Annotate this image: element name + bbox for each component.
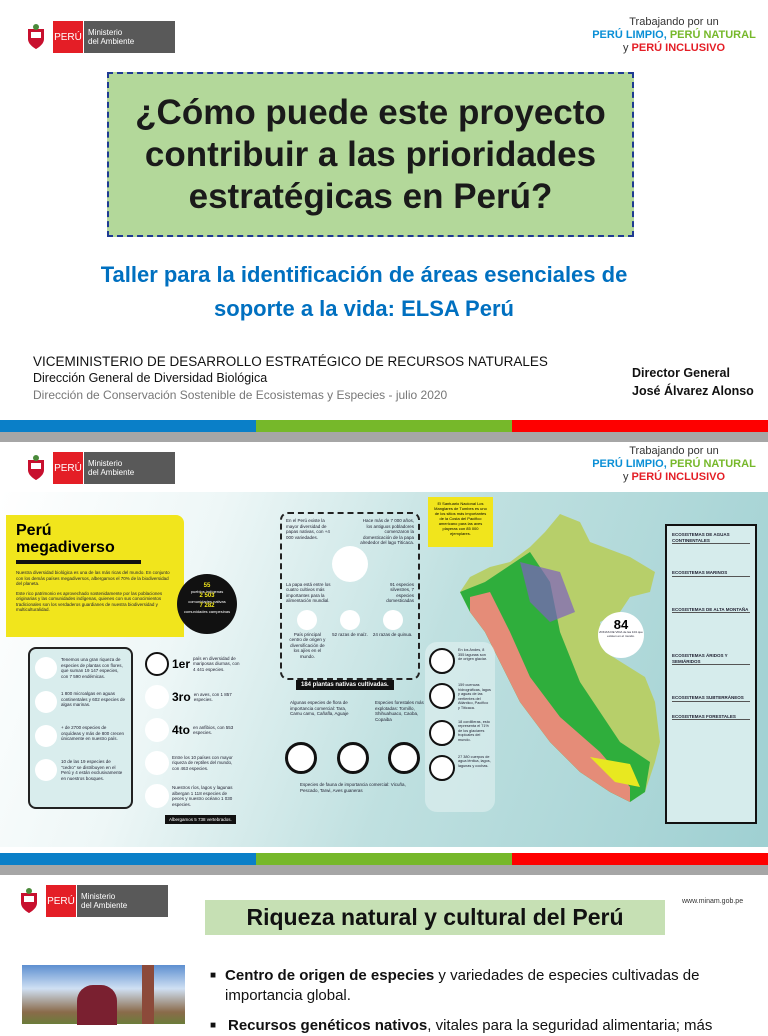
- llama-icon: [337, 742, 369, 774]
- color-bar: [0, 420, 768, 432]
- life-zones-circle: 84 ZONAS DE VIDA de las 104 que existen en el mundo.: [598, 612, 644, 658]
- megadiverso-box: Perú megadiverso Nuestra diversidad biológica es una de las más ricas del mundo. En conjunto con los demás países megadiversos, albergamos el 70% de la biodiversidad del planeta. Este rico patrimonio es aprovechado sostenidamente por las poblaciones originarias y las comunidades indígenas, quienes con sus conocimientos tradicionales son los verdaderos guardianes de nuestra biodiversidad y multiculturalidad.: [6, 515, 184, 637]
- list-item: ■ Recursos genéticos nativos, vitales para la seguridad alimentaria; más: [210, 1017, 713, 1034]
- algae-icon: [35, 691, 57, 713]
- water-panel: En los Andes, 8 355 lagunas son de origen glaciar. 159 cuencas hidrográficas, lagos y aguas de las vertientes del Atlántico, Pacífico y Titicaca. 18 cordilleras, esto representa el 71% de los glaciares tropicales del mundo. 27 380 cuerpos de agua léntica, lagos, lagunas y cochas.: [425, 642, 495, 812]
- corn-icon: [340, 610, 360, 630]
- coat-of-arms-icon: [25, 454, 47, 482]
- potato-box: En el Perú existe la mayor diversidad de papas nativas, con +4 000 variedades. Hace más de 7 000 años, los antiguos pobladores comenzaron la domesticación de la papa alrededor del lago Titicaca. La papa está entre los cuatro cultivos más importantes para la alimentación mundial. 91 especies silvestres, 7 especies domesticadas País principal centro de origen y diversificación de los ajíes en el mundo. 52 razas de maíz. 24 razas de quinua.: [280, 512, 420, 680]
- chili-icon: [297, 610, 317, 630]
- indigenous-circle: 55 pueblos indígenas 2 503 comunidades nativas 7 282 comunidades campesinas: [177, 574, 237, 634]
- slide-divider: [0, 865, 768, 875]
- wetland-icon: [429, 755, 455, 781]
- color-bar: [0, 853, 768, 865]
- flora-box: Tenemos una gran riqueza de especies de plantas con flores, que suman 19 147 especies, con 7 590 endémicas. 1 800 microalgas en aguas continentales y 602 especies de algas marinas. + de 2700 especies de orquídeas y más de 800 crecen únicamente en nuestro país. 10 de las 19 especies de "cedro" se distribuyen en el Perú y 4 están exclusivamente en nuestros bosques.: [28, 647, 133, 809]
- slogan: Trabajando por un PERÚ LIMPIO, PERÚ NATURAL y PERÚ INCLUSIVO: [592, 445, 756, 483]
- ecosystems-scroll: ECOSISTEMAS DE AGUAS CONTINENTALES ECOSISTEMAS MARINOS ECOSISTEMAS DE ALTA MONTAÑA ECOSISTEMAS ÁRIDOS Y SEMIÁRIDOS ECOSISTEMAS SUBTERRÁNEOS ECOSISTEMAS FORESTALES: [665, 524, 757, 824]
- quinoa-farmer-photo: [22, 965, 185, 1024]
- organization-block: VICEMINISTERIO DE DESARROLLO ESTRATÉGICO DE RECURSOS NATURALES Dirección General de Diversidad Biológica Dirección de Conservación Sostenible de Ecosistemas y Especies - julio 2020: [33, 354, 548, 402]
- native-plants-label: 184 plantas nativas cultivadas.: [296, 680, 394, 690]
- director-block: Director General José Álvarez Alonso: [632, 366, 754, 398]
- ministry-logo: PERÚ Ministerio del Ambiente: [25, 21, 175, 53]
- coat-of-arms-icon: [18, 887, 40, 915]
- guinea-pig-icon: [285, 742, 317, 774]
- slide-divider: [0, 432, 768, 442]
- quinoa-icon: [383, 610, 403, 630]
- subtitle: Taller para la identificación de áreas esenciales de soporte a la vida: ELSA Perú: [100, 262, 628, 321]
- orchid-icon: [35, 725, 57, 747]
- bullet-list: [210, 966, 730, 1036]
- website-link: www.minam.gob.pe: [682, 898, 744, 905]
- mountain-icon: [429, 720, 455, 746]
- turtle-icon: [145, 751, 169, 775]
- wood-icon: [388, 742, 420, 774]
- coat-of-arms-icon: [25, 23, 47, 51]
- infographic: Perú megadiverso Nuestra diversidad biológica es una de las más ricas del mundo. En conjunto con los demás países megadiversos, albergamos el 70% de la biodiversidad del planeta. Este rico patrimonio es aprovechado sostenidamente por las poblaciones originarias y las comunidades indígenas, quienes con sus conocimientos tradicionales son los verdaderos guardianes de nuestra biodiversidad y multiculturalidad. 55 pueblos indígenas 2 503 comunidades nativas 7 282 comunidades campesinas Tenemos una gran riqueza de especies de plantas con flores, que suman 19 147 especies, con 7 590 endémicas. 1 800 microalgas en aguas continentales y 602 especies de algas marinas. + de 2700 especies de orquídeas y más de 800 crecen únicamente en nuestro país. 10 de las 19 especies de "cedro" se distribuyen en el Perú y 4 están exclusivamente en nuestros bosques. 1er país en diversidad de mariposas diurnas, con 4 441 especies. 3ro en aves, con 1 857 especies. 4to en anfibios, con 553 especies. Entre los 10 países con mayor riqueza de reptiles del mundo, con 463 especies. Nuestros ríos, lagos y lagunas albergan 1 118 especies de peces y nuestro océano 1 030 especies. Albergamos 5 738 vertebrados. En el Perú existe la mayor diversidad de papas nativas, con +4 000 variedades. Hace más de 7 000 años, los antiguos pobladores comenzaron la domesticación de la papa alrededor del lago Titicaca. La papa está entre los cuatro cultivos más importantes para la alimentación mundial. 91 especies silvestres, 7 especies domesticadas País principal centro de origen y diversificación de los ajíes en el mundo. 52 razas de maíz. 24 razas de quinua. 184 plantas nativas cultivadas. Algunas especies de flora de importancia comercial: Tara, Camu camu, Cañafla, Aguaje Especies forestales más explotadas: Tornillo, Shihuahuaco, Caoba, Copaiba Especies de fauna de importancia comercial: Vicuña, Pescado, Tarwi, Aves guaneras El Santuario Nacional Los Manglares de Tumbes es uno de los sitios más importantes de la Costa del Pacífico americano para las aves playeras con 85 000 ejemplares. En los Andes, 8 355 lagunas son de origen glaciar. 159 cuencas hidrográficas, lagos y aguas de las vertientes del Atlántico, Pacífico y Titicaca. 18 cordilleras, esto representa el 71% de los glaciares tropicales del mundo. 27 380 cuerpos de agua léntica, lagos, lagunas y cochas. 84 ZONAS DE VIDA de las 104 que existen en el mundo. ECOSISTEMAS DE AGUAS CONTINENTALES ECOSISTEMAS MARINOS ECOSISTEMAS DE ALTA MONTAÑA ECOSISTEMAS ÁRIDOS Y SEMIÁRIDOS ECOSISTEMAS SUBTERRÁNEOS ECOSISTEMAS FORESTALES: [0, 492, 768, 847]
- fauna-list: 1er país en diversidad de mariposas diurnas, con 4 441 especies. 3ro en aves, con 1 857 especies. 4to en anfibios, con 553 especies. Entre los 10 países con mayor riqueza de reptiles del mundo, con 463 especies. Nuestros ríos, lagos y lagunas albergan 1 118 especies de peces y nuestro océano 1 030 especies. Albergamos 5 738 vertebrados.: [145, 652, 240, 826]
- potato-icon: [332, 546, 368, 582]
- slide-title: Riqueza natural y cultural del Perú: [205, 900, 665, 935]
- butterfly-icon: [145, 652, 169, 676]
- jaguar-icon: [145, 718, 169, 742]
- list-item: ■ Centro de origen de especies y variedades de especies cultivadas de importancia global.: [210, 967, 700, 1004]
- slogan: Trabajando por un PERÚ LIMPIO, PERÚ NATURAL y PERÚ INCLUSIVO: [592, 16, 756, 54]
- manglares-note: El Santuario Nacional Los Manglares de Tumbes es uno de los sitios más importantes de la Costa del Pacífico americano para las aves playeras con 85 000 ejemplares.: [428, 497, 493, 547]
- parrot-icon: [145, 685, 169, 709]
- river-icon: [429, 683, 455, 709]
- tree-icon: [35, 759, 57, 781]
- fish-icon: [145, 784, 169, 808]
- ministry-logo: PERÚ Ministerio del Ambiente: [25, 452, 175, 484]
- title-box: [107, 72, 634, 237]
- slide-title: ¿Cómo puede este proyecto contribuir a las prioridades estratégicas en Perú?: [135, 92, 606, 216]
- commercial-species-chain: [285, 742, 420, 774]
- ministry-logo: PERÚ Ministerio del Ambiente: [18, 885, 168, 917]
- flower-icon: [35, 657, 57, 679]
- lagoon-icon: [429, 648, 455, 674]
